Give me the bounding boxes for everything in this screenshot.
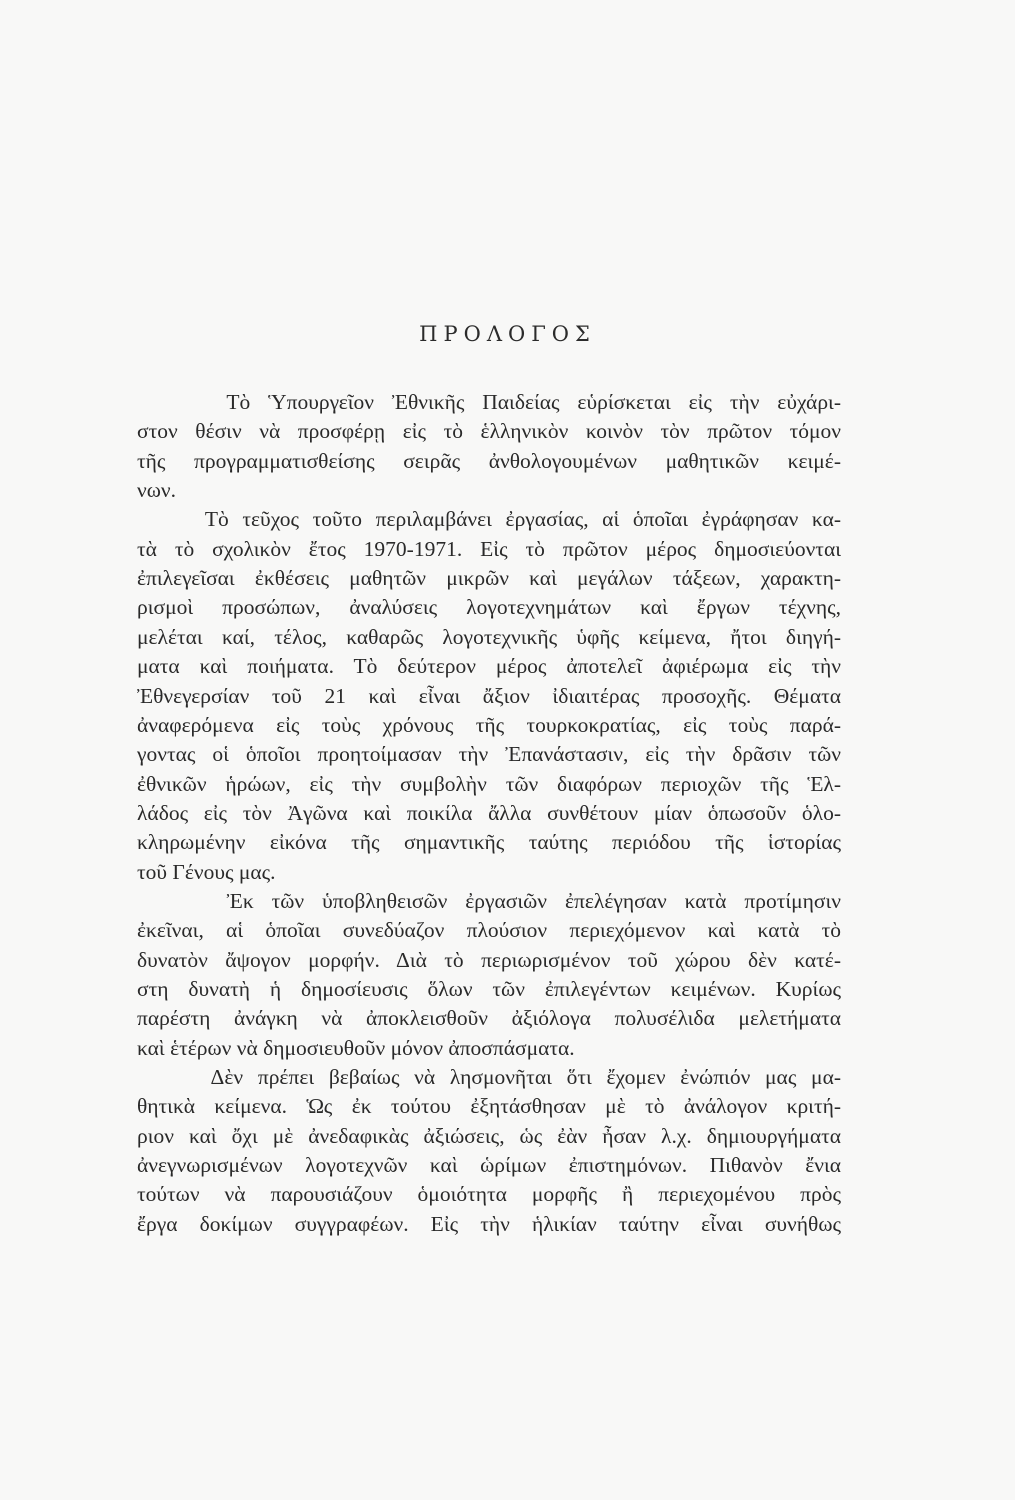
text-line: ματα καὶ ποιήματα. Τὸ δεύτερον μέρος ἀποτελεῖ ἀφιέρωμα εἰς τὴν xyxy=(137,654,841,679)
text-line: θητικὰ κείμενα. Ὡς ἐκ τούτου ἐξητάσθησαν μὲ τὸ ἀνάλογον κριτή- xyxy=(137,1094,841,1119)
page-title: ΠΡΟΛΟΓΟΣ xyxy=(419,322,596,346)
text-line: δυνατὸν ἄψογον μορφήν. Διὰ τὸ περιωρισμένον τοῦ χώρου δὲν κατέ- xyxy=(137,947,841,972)
text-line: στον θέσιν νὰ προσφέρῃ εἰς τὸ ἑλληνικὸν κοινὸν τὸν πρῶτον τόμον xyxy=(137,419,841,444)
text-line: ρισμοὶ προσώπων, ἀναλύσεις λογοτεχνημάτων καὶ ἔργων τέχνης, xyxy=(137,595,841,620)
text-line: Τὸ Ὑπουργεῖον Ἐθνικῆς Παιδείας εὑρίσκεται εἰς τὴν εὐχάρι- xyxy=(137,390,841,414)
text-line: ἀνεγνωρισμένων λογοτεχνῶν καὶ ὡρίμων ἐπιστημόνων. Πιθανὸν ἔνια xyxy=(137,1153,841,1178)
text-line: Τὸ τεῦχος τοῦτο περιλαμβάνει ἐργασίας, αἱ ὁποῖαι ἐγράφησαν κα- xyxy=(137,507,841,532)
text-line: κληρωμένην εἰκόνα τῆς σημαντικῆς ταύτης περιόδου τῆς ἱστορίας xyxy=(137,830,841,855)
text-line: Δὲν πρέπει βεβαίως νὰ λησμονῆται ὅτι ἔχομεν ἐνώπιόν μας μα- xyxy=(137,1065,841,1090)
text-line: τὰ τὸ σχολικὸν ἔτος 1970-1971. Εἰς τὸ πρῶτον μέρος δημοσιεύονται xyxy=(137,536,841,561)
text-line: λάδος εἰς τὸν Ἀγῶνα καὶ ποικίλα ἄλλα συνθέτουν μίαν ὁπωσοῦν ὁλο- xyxy=(137,800,841,825)
text-line: ἔργα δοκίμων συγγραφέων. Εἰς τὴν ἡλικίαν ταύτην εἶναι συνήθως xyxy=(137,1211,841,1236)
text-line: ριον καὶ ὄχι μὲ ἀνεδαφικὰς ἀξιώσεις, ὡς ἐὰν ἦσαν λ.χ. δημιουργήματα xyxy=(137,1123,841,1148)
text-line: τῆς προγραμματισθείσης σειρᾶς ἀνθολογουμένων μαθητικῶν κειμέ- xyxy=(137,448,841,473)
text-line: νων. xyxy=(137,478,176,503)
text-line: ἐκεῖναι, αἱ ὁποῖαι συνεδύαζον πλούσιον περιεχόμενον καὶ κατὰ τὸ xyxy=(137,918,841,943)
text-line: τοῦ Γένους μας. xyxy=(137,859,276,884)
text-line: Ἐκ τῶν ὑποβληθεισῶν ἐργασιῶν ἐπελέγησαν κατὰ προτίμησιν xyxy=(137,888,841,913)
text-line: γοντας οἱ ὁποῖοι προητοίμασαν τὴν Ἐπανάστασιν, εἰς τὴν δρᾶσιν τῶν xyxy=(137,742,841,767)
text-line: μελέται καί, τέλος, καθαρῶς λογοτεχνικῆς ὑφῆς κείμενα, ἤτοι διηγή- xyxy=(137,624,841,649)
text-line: παρέστη ἀνάγκη νὰ ἀποκλεισθοῦν ἀξιόλογα πολυσέλιδα μελετήματα xyxy=(137,1006,841,1031)
text-line: ἐθνικῶν ἡρώων, εἰς τὴν συμβολὴν τῶν διαφόρων περιοχῶν τῆς Ἑλ- xyxy=(137,771,841,796)
text-line: τούτων νὰ παρουσιάζουν ὁμοιότητα μορφῆς ἢ περιεχομένου πρὸς xyxy=(137,1182,841,1207)
text-line: καὶ ἑτέρων νὰ δημοσιευθοῦν μόνον ἀποσπάσματα. xyxy=(137,1035,575,1060)
text-line: ἐπιλεγεῖσαι ἐκθέσεις μαθητῶν μικρῶν καὶ μεγάλων τάξεων, χαρακτη- xyxy=(137,566,841,591)
text-line: Ἐθνεγερσίαν τοῦ 21 καὶ εἶναι ἄξιον ἰδιαιτέρας προσοχῆς. Θέματα xyxy=(137,683,841,708)
text-line: στη δυνατὴ ἡ δημοσίευσις ὅλων τῶν ἐπιλεγέντων κειμένων. Κυρίως xyxy=(137,977,841,1001)
text-line: ἀναφερόμενα εἰς τοὺς χρόνους τῆς τουρκοκρατίας, εἰς τοὺς παρά- xyxy=(137,712,841,737)
